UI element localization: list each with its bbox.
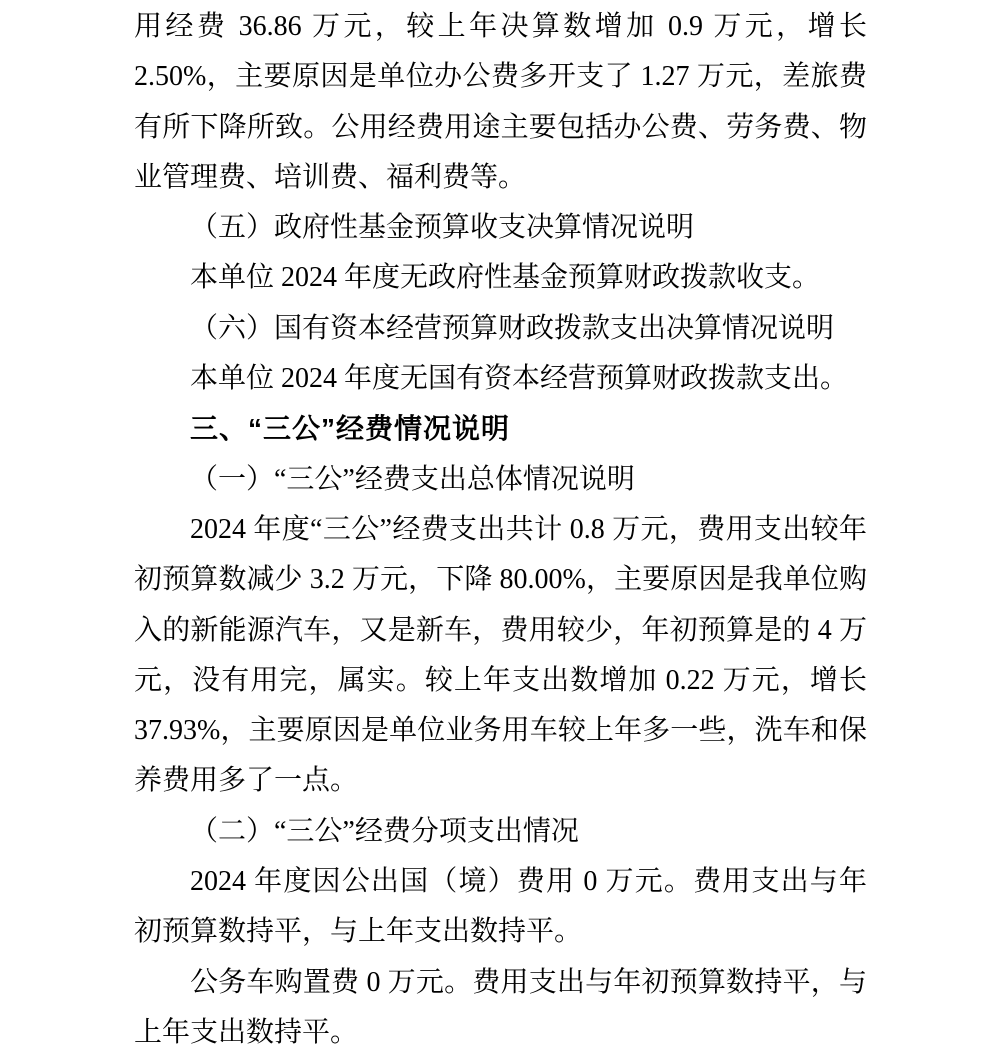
paragraph-public-expense-continuation: 用经费 36.86 万元，较上年决算数增加 0.9 万元，增长 2.50%，主要原因是单位办公费多开支了 1.27 万元，差旅费有所下降所致。公用经费用途主要包括办公费、劳务费、物业管理费、培训费、福利费等。 <box>134 11 867 193</box>
heading-subsection-one-overall: （一）“三公”经费支出总体情况说明 <box>190 463 635 495</box>
heading-section-six-state-capital-budget: （六）国有资本经营预算财政拨款支出决算情况说明 <box>190 312 835 344</box>
paragraph-no-state-capital-budget: 本单位 2024 年度无国有资本经营预算财政拨款支出。 <box>190 363 849 395</box>
paragraph-official-vehicle-purchase: 公务车购置费 0 万元。费用支出与年初预算数持平，与上年支出数持平。 <box>134 966 867 1048</box>
heading-section-five-gov-fund-budget: （五）政府性基金预算收支决算情况说明 <box>190 212 695 244</box>
document-body <box>134 2 867 1056</box>
heading-three-public-funds-section: 三、“三公”经费情况说明 <box>190 413 511 445</box>
paragraph-no-gov-fund-budget: 本单位 2024 年度无政府性基金预算财政拨款收支。 <box>190 262 821 294</box>
paragraph-three-public-funds-overview: 2024 年度“三公”经费支出共计 0.8 万元，费用支出较年初预算数减少 3.2 万元，下降 80.00%，主要原因是我单位购入的新能源汽车，又是新车，费用较少，年初预算是的 4 万元，没有用完，属实。较上年支出数增加 0.22 万元，增长 37.93%，主要原因是单位业务用车较上年多一些，洗车和保养费用多了一点。 <box>134 513 867 797</box>
paragraph-overseas-travel-expense: 2024 年度因公出国（境）费用 0 万元。费用支出与年初预算数持平，与上年支出数持平。 <box>134 866 867 948</box>
heading-subsection-two-itemized: （二）“三公”经费分项支出情况 <box>190 815 579 847</box>
